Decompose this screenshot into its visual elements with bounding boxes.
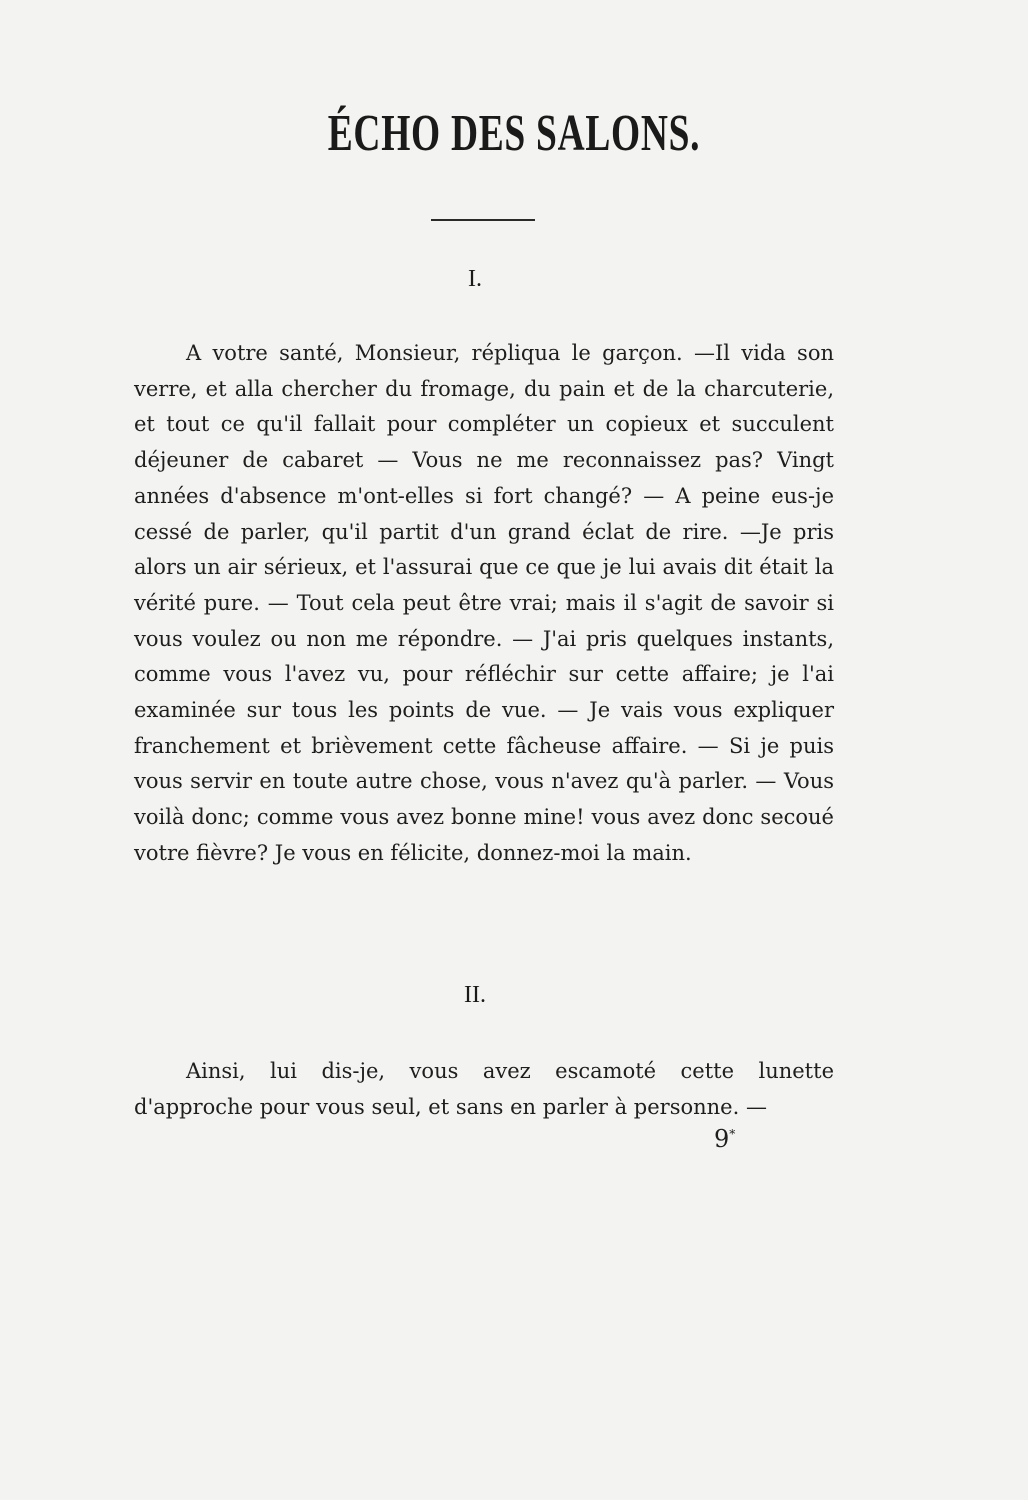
signature-number: 9 bbox=[714, 1125, 730, 1153]
section-1-paragraph: A votre santé, Monsieur, répliqua le garçon. —Il vida son verre, et alla chercher du fromage, du pain et de la charcuterie, et tout ce qu'il fallait pour compléter un copieux et succulent déjeuner de cabaret — Vous ne me reconnaissez pas? Vingt années d'absence m'ont-elles si fort changé? — A peine eus-je cessé de parler, qu'il partit d'un grand éclat de rire. —Je pris alors un air sérieux, et l'assurai que ce que je lui avais dit était la vérité pure. — Tout cela peut être vrai; mais il s'agit de savoir si vous voulez ou non me répondre. — J'ai pris quelques instants, comme vous l'avez vu, pour réfléchir sur cette affaire; je l'ai examinée sur tous les points de vue. — Je vais vous expliquer franchement et brièvement cette fâcheuse affaire. — Si je puis vous servir en toute autre chose, vous n'avez qu'à parler. — Vous voilà donc; comme vous avez bonne mine! vous avez donc secoué votre fièvre? Je vous en félicite, donnez-moi la main. bbox=[134, 341, 834, 865]
title-rule bbox=[431, 219, 535, 221]
signature-asterisk: * bbox=[729, 1127, 736, 1141]
section-numeral-2: II. bbox=[464, 982, 486, 1008]
page-title: ÉCHO DES SALONS. bbox=[327, 105, 701, 162]
signature-mark bbox=[714, 1125, 735, 1153]
section-numeral-1: I. bbox=[468, 266, 482, 292]
section-2-paragraph: Ainsi, lui dis-je, vous avez escamoté cette lunette d'approche pour vous seul, et sans en parler à personne. — bbox=[134, 1059, 834, 1119]
